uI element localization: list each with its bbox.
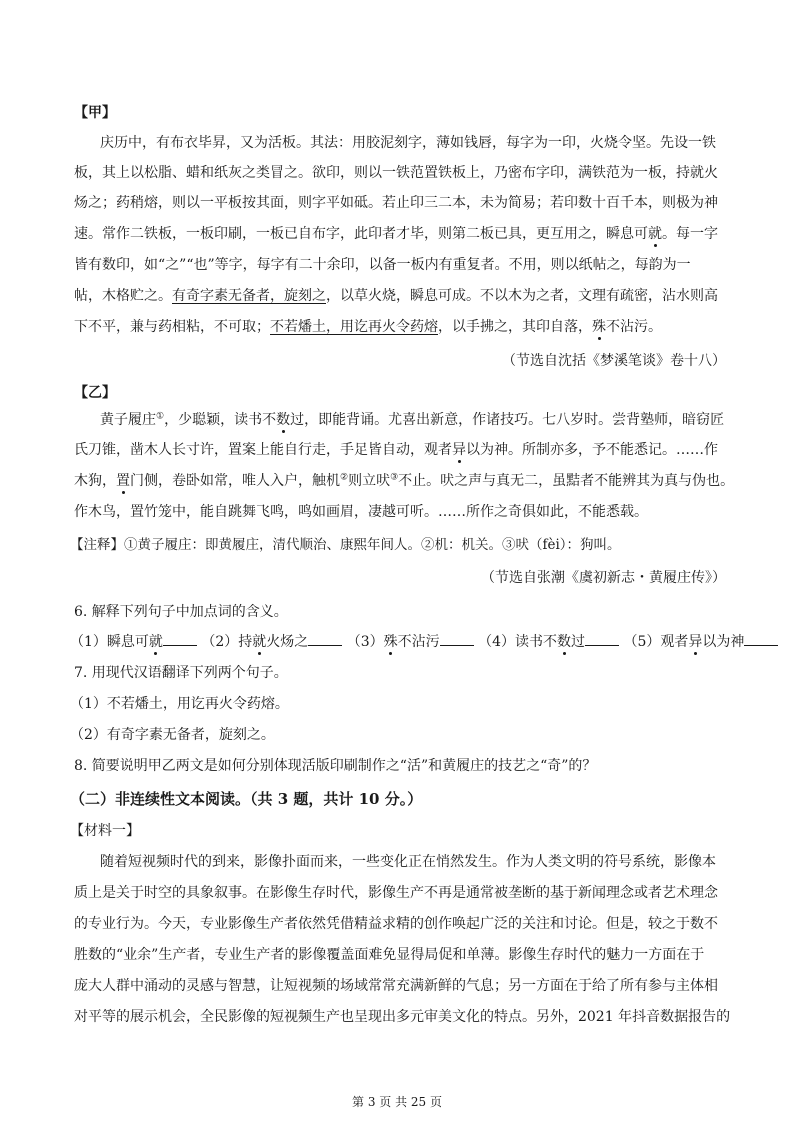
material-1-line: 胜数的“业余”生产者，专业生产者的影像覆盖面难免显得局促和单薄。影像生存时代的魅力一方面在于 — [74, 947, 705, 963]
text-span: （4）读书不 — [478, 634, 558, 650]
page-footer: 第 3 页 共 25 页 — [352, 1095, 442, 1109]
underlined-sentence: 有奇字素无备者，旋刻之 — [172, 288, 326, 304]
dotted-word: 就 — [252, 634, 267, 650]
question-7: 7. 用现代汉语翻译下列两个句子。 — [74, 665, 288, 681]
question-6-items — [70, 633, 778, 651]
text-span: （1）瞬息可 — [70, 634, 149, 650]
underlined-sentence: 不若燔土，用讫再火令药熔 — [270, 319, 438, 335]
answer-blank[interactable] — [585, 633, 619, 646]
text-span: 过，即能背诵。尤喜出新意，作诸技巧。七八岁时。尝背塾师，暗窃匠 — [290, 412, 725, 428]
material-1-line: 质上是关于时空的具象叙事。在影像生存时代，影像生产不再是通常被垄断的基于新闻理念或者艺术理念 — [74, 885, 718, 901]
text-span: （2）持 — [201, 634, 253, 650]
dotted-word: 殊 — [383, 634, 398, 650]
footnote-marker: ③ — [390, 472, 399, 483]
answer-blank[interactable] — [163, 633, 197, 646]
text-span: 帖，木格贮之。 — [74, 288, 172, 304]
section-2-title: （二）非连续性文本阅读。（共 3 题，共计 10 分。） — [70, 790, 423, 808]
dotted-word: 就 — [148, 634, 163, 650]
material-1-line: 对平等的展示机会，全民影像的短视频生产也呈现出多元审美文化的特点。另外，2021 年抖音数据报告的 — [74, 1009, 731, 1025]
passage-jia-line: 皆有数印，如“之”“也”等字，每字有二十余印，以备一板内有重复者。不用，则以纸帖之，每韵为一 — [74, 257, 691, 273]
passage-jia-label: 【甲】 — [74, 105, 116, 121]
dotted-word: 异 — [452, 442, 466, 458]
passage-yi-line — [100, 411, 724, 429]
passage-yi-line — [74, 441, 718, 459]
passage-jia-line — [74, 318, 662, 336]
text-span: 。每一字 — [662, 226, 718, 242]
answer-blank[interactable] — [308, 633, 342, 646]
answer-blank[interactable] — [744, 633, 778, 646]
passage-yi-source: （节选自张潮《虞初新志・黄履庄传》） — [481, 570, 726, 586]
footnote-marker: ② — [340, 472, 349, 483]
question-7-item: （1）不若燔土，用讫再火令药熔。 — [70, 696, 289, 712]
text-span: 下不平，兼与药相粘，不可取； — [74, 319, 270, 335]
question-7-item: （2）有奇字素无备者，旋刻之。 — [70, 727, 275, 743]
passage-jia-line: 炀之；药稍熔，则以一平板按其面，则字平如砥。若止印三二本，未为简易；若印数十百千本，则极为神 — [74, 195, 718, 211]
answer-blank[interactable] — [440, 633, 474, 646]
text-span: 不沾污 — [397, 634, 440, 650]
text-span: 氏刀锥，凿木人长寸许，置案上能自行走，手足皆自动，观者 — [74, 442, 452, 458]
passage-jia-line — [74, 287, 718, 305]
text-span: 不沾污。 — [606, 319, 662, 335]
text-span: ，以手拂之，其印自落， — [438, 319, 592, 335]
text-span: 速。常作二铁板，一板印刷，一板已自布字，此印者才毕，则第二板已具，更互用之，瞬息可 — [74, 226, 648, 242]
text-span: 不止。吠之声与真无二，虽黠者不能辨其为真与伪也。 — [398, 473, 735, 489]
text-span: 黄子履庄 — [100, 412, 156, 428]
dotted-word: 异 — [688, 634, 703, 650]
passage-yi-label: 【乙】 — [74, 385, 116, 401]
dotted-word: 数 — [557, 634, 572, 650]
material-1-line: 庞大人群中涌动的灵感与智慧，让短视频的场域常常充满新鲜的气息；另一方面在于给了所有参与主体相 — [74, 978, 718, 994]
dotted-word: 就 — [648, 226, 662, 242]
text-span: 以为神。所制亦多，予不能悉记。……作 — [466, 442, 718, 458]
question-8: 8. 简要说明甲乙两文是如何分别体现活版印刷制作之“活”和黄履庄的技艺之“奇”的？ — [74, 758, 597, 774]
dotted-word: 殊 — [592, 319, 606, 335]
text-span: （5）观者 — [623, 634, 689, 650]
text-span: （3） — [346, 634, 384, 650]
text-span: 以为神 — [702, 634, 745, 650]
dotted-word: 数 — [276, 412, 291, 428]
passage-jia-line — [74, 225, 718, 243]
annotation: 【注释】①黄子履庄：即黄履庄，清代顺治、康熙年间人。②机：机关。③吠（fèi）：狗叫。 — [70, 537, 621, 553]
material-1-label: 【材料一】 — [70, 823, 140, 839]
text-span: 则立吠 — [348, 473, 391, 489]
dotted-word: 置 — [116, 473, 130, 489]
passage-jia-source: （节选自沈括《梦溪笔谈》卷十八） — [502, 353, 726, 369]
text-span: 门侧，卷卧如常，唯人入户，触机 — [130, 473, 340, 489]
passage-jia-line: 板，其上以松脂、蜡和纸灰之类冒之。欲印，则以一铁范置铁板上，乃密布字印，满铁范为一板，持就火 — [74, 165, 718, 181]
passage-jia-line: 庆历中，有布衣毕昇，又为活板。其法：用胶泥刻字，薄如钱唇，每字为一印，火烧令坚。先设一铁 — [100, 135, 716, 151]
question-6: 6. 解释下列句子中加点词的含义。 — [74, 604, 288, 620]
text-span: ，以草火烧，瞬息可成。不以木为之者，文理有疏密，沾水则高 — [326, 288, 718, 304]
passage-yi-line — [74, 472, 734, 490]
text-span: 过 — [571, 634, 586, 650]
passage-yi-line: 作木鸟，置竹笼中，能自跳舞飞鸣，鸣如画眉，凄越可听。……所作之奇俱如此，不能悉载。 — [74, 504, 648, 520]
text-span: ，少聪颖，读书不 — [164, 412, 277, 428]
text-span: 木狗， — [74, 473, 116, 489]
material-1-line: 的专业行为。今天，专业影像生产者依然凭借精益求精的创作唤起广泛的关注和讨论。但是，较之于数不 — [74, 916, 718, 932]
text-span: 火炀之 — [266, 634, 309, 650]
footnote-marker: ① — [156, 411, 165, 422]
material-1-line: 随着短视频时代的到来，影像扑面而来，一些变化正在悄然发生。作为人类文明的符号系统，影像本 — [100, 854, 716, 870]
